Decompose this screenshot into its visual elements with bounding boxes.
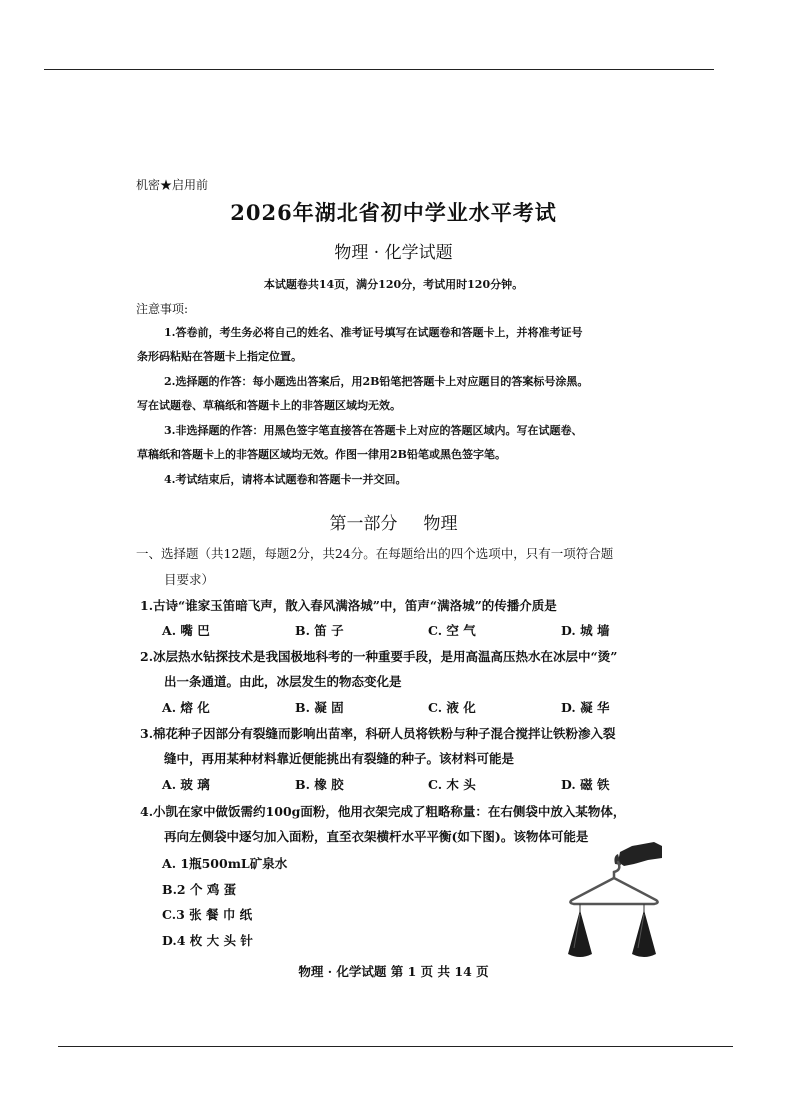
option-a: A. 玻 璃 [162,777,210,792]
option-c: C. 液 化 [428,700,476,715]
notes-heading: 注意事项: [136,302,189,316]
right-bag-icon [632,910,656,957]
option-c: C.3 张 餐 巾 纸 [162,907,253,922]
confidential-label: 机密★启用前 [136,178,209,192]
section-heading: 一、选择题（共12题，每题2分，共24分。在每题给出的四个选项中，只有一项符合题 [136,546,614,561]
top-rule [44,69,714,70]
note-line: 条形码粘贴在答题卡上指定位置。 [137,350,302,363]
note-line: 4.考试结束后，请将本试题卷和答题卡一并交回。 [164,473,407,486]
option-d: D. 城 墙 [561,623,610,638]
option-b: B. 笛 子 [295,623,344,638]
option-a: A. 嘴 巴 [162,623,210,638]
question-2-stem-cont: 出一条通道。由此，冰层发生的物态变化是 [164,674,402,689]
exam-subtitle: 物理 · 化学试题 [334,243,453,263]
question-1-stem: 1.古诗“谁家玉笛暗飞声，散入春风满洛城”中，笛声“满洛城”的传播介质是 [140,598,557,613]
question-3-stem: 3.棉花种子因部分有裂缝而影响出苗率，科研人员将铁粉与种子混合搅拌让铁粉渗入裂 [140,726,616,741]
question-4-stem-cont: 再向左侧袋中逐匀加入面粉，直至衣架横杆水平平衡(如下图)。该物体可能是 [164,829,589,844]
question-3-stem-cont: 缝中，再用某种材料靠近便能挑出有裂缝的种子。该材料可能是 [164,751,515,766]
section-heading-cont: 目要求） [164,572,215,587]
option-b: B.2 个 鸡 蛋 [162,882,237,897]
bottom-rule [58,1046,733,1047]
hanger-icon [570,862,657,904]
option-a: A. 熔 化 [162,700,210,715]
note-line: 草稿纸和答题卡上的非答题区域均无效。作图一律用2B铅笔或黑色签字笔。 [137,448,506,461]
option-d: D. 磁 铁 [561,777,610,792]
question-4-stem: 4.小凯在家中做饭需约100g面粉，他用衣架完成了粗略称量：在右侧袋中放入某物体， [140,804,626,819]
left-bag-icon [568,910,592,957]
option-c: C. 空 气 [428,623,476,638]
hanger-balance-figure [558,838,668,963]
exam-info: 本试题卷共14页，满分120分，考试用时120分钟。 [263,278,524,291]
note-line: 2.选择题的作答：每小题选出答案后，用2B铅笔把答题卡上对应题目的答案标号涂黑。 [164,375,589,388]
option-b: B. 凝 固 [295,700,344,715]
option-b: B. 橡 胶 [295,777,344,792]
question-2-stem: 2.冰层热水钻探技术是我国极地科考的一种重要手段，是用高温高压热水在冰层中“烫” [140,649,618,664]
question-1-options [162,621,694,639]
note-line: 3.非选择题的作答：用黑色签字笔直接答在答题卡上对应的答题区域内。写在试题卷、 [164,424,583,437]
part-label: 第一部分 [329,514,398,534]
option-a: A. 1瓶500mL矿泉水 [162,856,288,871]
question-3-options [162,775,694,793]
option-d: D. 凝 华 [561,700,610,715]
option-c: C. 木 头 [428,777,476,792]
part-subject: 物理 [423,514,458,534]
part-heading [0,509,787,534]
exam-title: 2026年湖北省初中学业水平考试 [230,200,557,225]
option-d: D.4 枚 大 头 针 [162,933,253,948]
question-2-options [162,698,694,716]
hand-icon [614,842,662,866]
note-line: 写在试题卷、草稿纸和答题卡上的非答题区域均无效。 [137,399,401,412]
page-footer: 物理 · 化学试题 第 1 页 共 14 页 [298,964,489,979]
note-line: 1.答卷前，考生务必将自己的姓名、准考证号填写在试题卷和答题卡上，并将准考证号 [164,326,583,339]
